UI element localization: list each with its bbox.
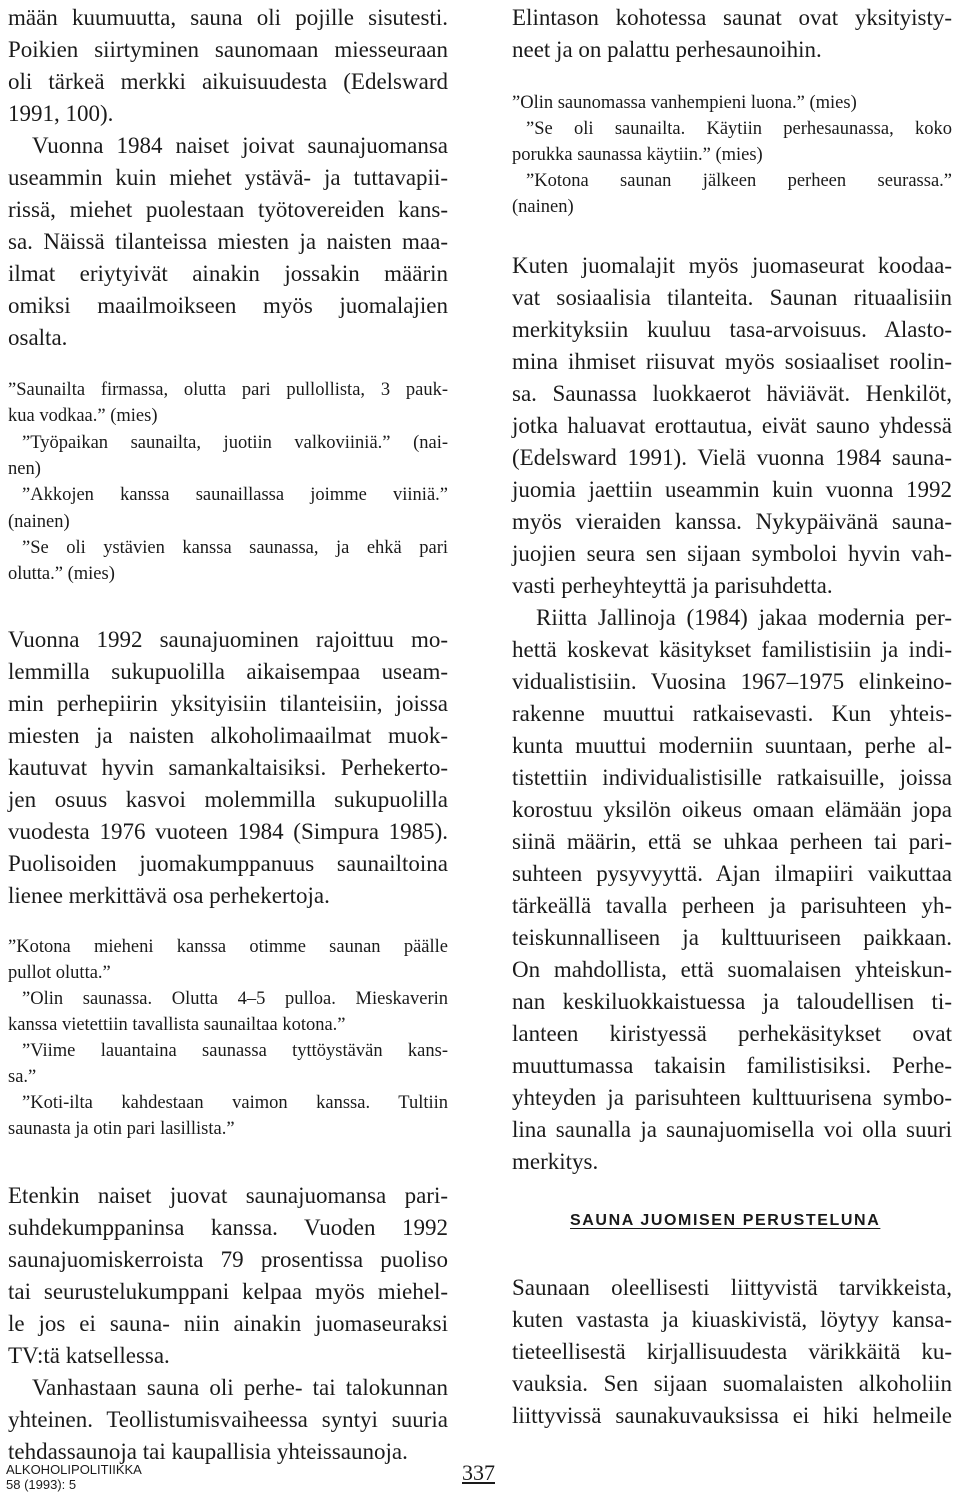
- text-line: lemmilla sukupuolilla aikaisempaa useam-: [8, 659, 448, 684]
- text-line: nan keskiluokkaistuessa ja taloudellisen ti-: [512, 989, 952, 1014]
- quote-line: ”Olin saunassa. Olutta 4–5 pulloa. Mieskaverin: [22, 989, 448, 1009]
- quote-line: porukka saunassa käytiin.” (mies): [512, 145, 763, 165]
- text-line: sa. Saunassa luokkaerot häviävät. Henkilöt,: [512, 381, 952, 406]
- text-line: juomia jaettiin useammin kuin vuonna 1992: [512, 477, 952, 502]
- text-line: kuten vastasta ja kiuaskivistä, löytyy kansa-: [512, 1307, 952, 1332]
- quote-line: ”Akkojen kanssa saunaillassa joimme viiniä.”: [22, 485, 448, 505]
- text-line: On mahdollista, että suomalaisen yhteiskun-: [512, 957, 952, 982]
- text-line: lienee merkittävä osa perhekertoja.: [8, 883, 330, 908]
- quote-line: ”Kotona mieheni kanssa otimme saunan päälle: [8, 937, 448, 957]
- quote-line: ”Kotona saunan jälkeen perheen seurassa.”: [526, 171, 952, 191]
- quote-line: ”Se oli ystävien kanssa saunassa, ja ehkä pari: [22, 538, 448, 558]
- text-line: mina ihmiset riisuvat myös sosiaaliset roolin-: [512, 349, 952, 374]
- text-line: TV:tä katsellessa.: [8, 1343, 170, 1368]
- text-line: omiksi maailmoikseen myös juomalajien: [8, 293, 448, 318]
- text-line: muuttumassa takaisin familistisiksi. Perhe-: [512, 1053, 952, 1078]
- text-line: suhdekumppaninsa kanssa. Vuoden 1992: [8, 1215, 448, 1240]
- text-line: tai seurustelukumppani kelpaa myös miehel-: [8, 1279, 448, 1304]
- text-line: sa. Näissä tilanteissa miesten ja naisten maa-: [8, 229, 448, 254]
- journal-footer: [6, 1462, 142, 1492]
- quote-line: kua vodkaa.” (mies): [8, 406, 158, 426]
- quote-line: ”Työpaikan saunailta, juotiin valkoviiniä.” (nai-: [22, 433, 448, 453]
- text-line: 1991, 100).: [8, 101, 114, 126]
- quote-line: ”Olin saunomassa vanhempieni luona.” (mies): [512, 93, 857, 113]
- text-line: neet ja on palattu perhesaunoihin.: [512, 37, 822, 62]
- text-line: siinä määrin, että se uhkaa perheen tai pari-: [512, 829, 952, 854]
- text-line: Etenkin naiset juovat saunajuomansa pari-: [8, 1183, 448, 1208]
- text-line: merkityksiin kuuluu tasa-arvoisuus. Alasto-: [512, 317, 952, 342]
- text-line: Vuonna 1984 naiset joivat saunajuomansa: [32, 133, 448, 158]
- text-line: vat sosiaalisia tilanteita. Saunan rituaalisiin: [512, 285, 952, 310]
- text-line: Vanhastaan sauna oli perhe- tai talokunnan: [32, 1375, 448, 1400]
- quote-line: ”Se oli saunailta. Käytiin perhesaunassa, koko: [526, 119, 952, 139]
- text-line: vasti perheyhteyttä ja parisuhdetta.: [512, 573, 833, 598]
- text-line: lanteen kiristyessä perhekäsitykset ovat: [512, 1021, 952, 1046]
- text-line: mään kuumuutta, sauna oli pojille sisutesti.: [8, 5, 448, 30]
- text-line: le jos ei sauna- niin ainakin juomaseuraksi: [8, 1311, 448, 1336]
- text-line: tieteellisestä kirjallisuudesta värikkäitä ku-: [512, 1339, 952, 1364]
- section-heading: SAUNA JUOMISEN PERUSTELUNA: [570, 1212, 881, 1229]
- text-line: rakenne muuttui ratkaisevasti. Kun yhteis-: [512, 701, 952, 726]
- text-line: kunta muuttui moderniin suuntaan, perhe al-: [512, 733, 952, 758]
- text-line: Kuten juomalajit myös juomaseurat koodaa-: [512, 253, 952, 278]
- text-line: Vuonna 1992 saunajuominen rajoittuu mo-: [8, 627, 448, 652]
- text-line: Puolisoiden juomakumppanuus saunailtoina: [8, 851, 448, 876]
- page-number: 337: [462, 1460, 495, 1485]
- quote-line: (nainen): [512, 197, 574, 217]
- text-line: lina saunalla ja saunajuomisella voi olla suuri: [512, 1117, 952, 1142]
- text-line: useammin kuin miehet ystävä- ja tuttavapii-: [8, 165, 448, 190]
- quote-line: olutta.” (mies): [8, 564, 115, 584]
- text-line: liittyvissä saunakuvauksissa ei hiki helmeile: [512, 1403, 952, 1428]
- text-line: suhteen pysyvyyttä. Ajan ilmapiiri vaikuttaa: [512, 861, 952, 886]
- text-line: korostuu yksilön oikeus omaan elämään jopa: [512, 797, 952, 822]
- quote-line: ”Saunailta firmassa, olutta pari pullollista, 3 pauk-: [8, 380, 448, 400]
- text-line: teiskunnalliseen ja kulttuuriseen paikkaan.: [512, 925, 952, 950]
- quote-line: ”Koti-ilta kahdestaan vaimon kanssa. Tultiin: [22, 1093, 448, 1113]
- text-line: jen osuus kasvoi molemmilla sukupuolilla: [8, 787, 448, 812]
- journal-name: ALKOHOLIPOLITIIKKA: [6, 1462, 142, 1477]
- journal-issue: 58 (1993): 5: [6, 1477, 77, 1492]
- text-line: vidualistisiin. Vuosina 1967–1975 elinkeino-: [512, 669, 952, 694]
- text-line: (Edelsward 1991). Vielä vuonna 1984 sauna-: [512, 445, 952, 470]
- text-line: tärkeällä tavalla perheen ja parisuhteen yh-: [512, 893, 952, 918]
- text-line: oli tärkeä merkki aikuisuudesta (Edelsward: [8, 69, 448, 94]
- text-line: yhteyden ja parisuhteen kulttuurisena symbo-: [512, 1085, 952, 1110]
- text-line: hettä koskevat käsitykset familistisiin ja indi-: [512, 637, 952, 662]
- text-line: juojien seura sen sijaan symboloi hyvin vah-: [512, 541, 952, 566]
- text-line: ilmat eriytyivät ainakin jossakin määrin: [8, 261, 448, 286]
- text-line: saunajuomiskerroista 79 prosentissa puoliso: [8, 1247, 448, 1272]
- text-line: merkitys.: [512, 1149, 599, 1174]
- quote-line: pullot olutta.”: [8, 963, 111, 983]
- text-line: Elintason kohotessa saunat ovat yksityisty-: [512, 5, 952, 30]
- quote-line: kanssa vietettiin tavallista saunailtaa kotona.”: [8, 1015, 346, 1035]
- text-line: myös vieraiden kanssa. Nykypäivänä sauna-: [512, 509, 952, 534]
- quote-line: ”Viime lauantaina saunassa tyttöystävän kans-: [22, 1041, 448, 1061]
- text-line: osalta.: [8, 325, 68, 350]
- text-line: vuodesta 1976 vuoteen 1984 (Simpura 1985).: [8, 819, 448, 844]
- quote-line: nen): [8, 459, 41, 479]
- text-line: tistettiin individualistisille ratkaisuille, joissa: [512, 765, 952, 790]
- text-line: tehdassaunoja tai kaupallisia yhteissaunoja.: [8, 1439, 408, 1464]
- text-line: min perhepiirin yksityisiin tilanteisiin, joissa: [8, 691, 448, 716]
- text-line: yhteinen. Teollistumisvaiheessa syntyi suuria: [8, 1407, 448, 1432]
- text-line: Saunaan oleellisesti liittyvistä tarvikkeista,: [512, 1275, 952, 1300]
- text-line: rissä, miehet puolestaan työtovereiden kans-: [8, 197, 448, 222]
- text-line: miesten ja naisten alkoholimaailmat muok-: [8, 723, 448, 748]
- text-line: vauksia. Sen sijaan suomalaisten alkoholiin: [512, 1371, 952, 1396]
- quote-line: saunasta ja otin pari lasillista.”: [8, 1119, 235, 1139]
- text-line: Riitta Jallinoja (1984) jakaa modernia per-: [536, 605, 952, 630]
- quote-line: sa.”: [8, 1067, 37, 1087]
- quote-line: (nainen): [8, 512, 70, 532]
- text-line: jotka haluavat erottautua, eivät sauno yhdessä: [512, 413, 952, 438]
- text-line: Poikien siirtyminen saunomaan miesseuraan: [8, 37, 448, 62]
- text-line: kautuvat hyvin samankaltaisiksi. Perhekerto-: [8, 755, 448, 780]
